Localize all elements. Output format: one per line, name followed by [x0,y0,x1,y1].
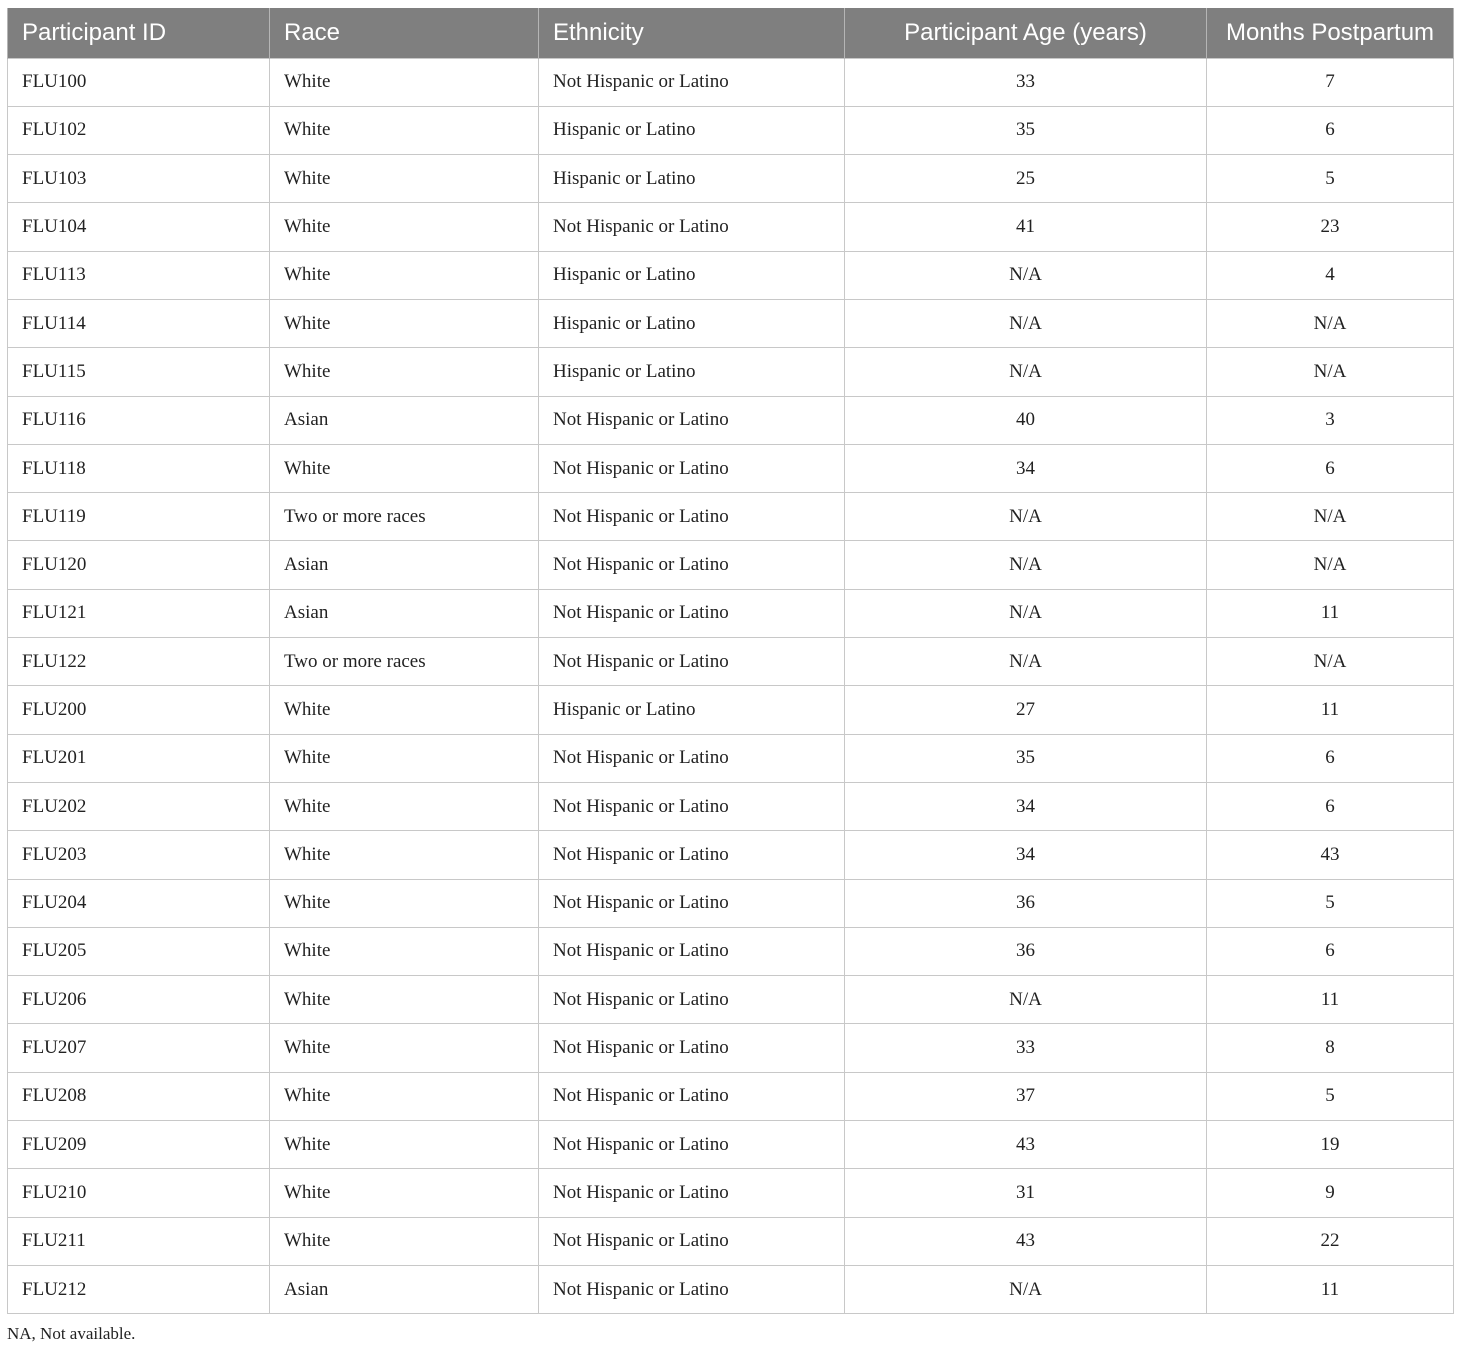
table-row [8,106,1454,154]
cell-race: White [270,203,539,251]
cell-age: 35 [845,734,1207,782]
cell-participant-id: FLU116 [8,396,270,444]
table-row [8,493,1454,541]
table-row [8,686,1454,734]
cell-months-postpartum: N/A [1207,541,1454,589]
header-ethnicity: Ethnicity [539,8,845,58]
cell-participant-id: FLU119 [8,493,270,541]
table-row [8,1072,1454,1120]
cell-ethnicity: Not Hispanic or Latino [539,1217,845,1265]
header-row [8,8,1454,58]
table-row [8,444,1454,492]
cell-participant-id: FLU205 [8,927,270,975]
cell-participant-id: FLU200 [8,686,270,734]
cell-participant-id: FLU122 [8,638,270,686]
cell-participant-id: FLU208 [8,1072,270,1120]
table-row [8,1024,1454,1072]
participant-table-container [7,8,1453,1314]
cell-participant-id: FLU100 [8,58,270,106]
cell-age: 25 [845,155,1207,203]
cell-race: White [270,155,539,203]
table-row [8,1217,1454,1265]
cell-ethnicity: Hispanic or Latino [539,686,845,734]
cell-months-postpartum: N/A [1207,638,1454,686]
cell-participant-id: FLU211 [8,1217,270,1265]
cell-ethnicity: Hispanic or Latino [539,299,845,347]
cell-months-postpartum: N/A [1207,348,1454,396]
cell-age: N/A [845,493,1207,541]
cell-age: N/A [845,299,1207,347]
cell-race: White [270,782,539,830]
cell-age: N/A [845,1265,1207,1313]
header-participant-age: Participant Age (years) [845,8,1207,58]
cell-race: White [270,976,539,1024]
cell-age: N/A [845,976,1207,1024]
header-race: Race [270,8,539,58]
table-row [8,155,1454,203]
cell-ethnicity: Not Hispanic or Latino [539,734,845,782]
cell-ethnicity: Hispanic or Latino [539,251,845,299]
cell-participant-id: FLU120 [8,541,270,589]
cell-participant-id: FLU201 [8,734,270,782]
cell-race: White [270,1217,539,1265]
cell-age: 34 [845,782,1207,830]
cell-age: 37 [845,1072,1207,1120]
participant-table [7,8,1454,1314]
cell-age: 34 [845,444,1207,492]
cell-race: White [270,1024,539,1072]
cell-months-postpartum: 11 [1207,686,1454,734]
cell-race: White [270,1169,539,1217]
cell-months-postpartum: 6 [1207,782,1454,830]
table-row [8,348,1454,396]
table-row [8,589,1454,637]
cell-participant-id: FLU115 [8,348,270,396]
cell-age: 36 [845,927,1207,975]
cell-months-postpartum: N/A [1207,493,1454,541]
table-row [8,1121,1454,1169]
table-row [8,299,1454,347]
cell-months-postpartum: N/A [1207,299,1454,347]
cell-race: White [270,444,539,492]
cell-race: White [270,299,539,347]
table-row [8,1265,1454,1313]
cell-participant-id: FLU113 [8,251,270,299]
table-row [8,976,1454,1024]
cell-age: 36 [845,879,1207,927]
cell-ethnicity: Not Hispanic or Latino [539,1072,845,1120]
cell-ethnicity: Not Hispanic or Latino [539,1024,845,1072]
cell-race: Two or more races [270,493,539,541]
table-row [8,927,1454,975]
cell-ethnicity: Hispanic or Latino [539,155,845,203]
cell-ethnicity: Not Hispanic or Latino [539,396,845,444]
cell-participant-id: FLU210 [8,1169,270,1217]
cell-race: White [270,1072,539,1120]
table-row [8,251,1454,299]
cell-age: 27 [845,686,1207,734]
cell-race: White [270,879,539,927]
cell-months-postpartum: 5 [1207,879,1454,927]
cell-age: 35 [845,106,1207,154]
cell-months-postpartum: 6 [1207,106,1454,154]
cell-participant-id: FLU204 [8,879,270,927]
cell-ethnicity: Not Hispanic or Latino [539,782,845,830]
cell-age: 31 [845,1169,1207,1217]
cell-months-postpartum: 4 [1207,251,1454,299]
table-row [8,638,1454,686]
cell-age: N/A [845,251,1207,299]
cell-ethnicity: Hispanic or Latino [539,348,845,396]
cell-age: 33 [845,1024,1207,1072]
cell-ethnicity: Hispanic or Latino [539,106,845,154]
cell-race: White [270,831,539,879]
cell-age: N/A [845,541,1207,589]
cell-race: White [270,734,539,782]
cell-months-postpartum: 23 [1207,203,1454,251]
cell-age: 43 [845,1121,1207,1169]
cell-age: 43 [845,1217,1207,1265]
cell-participant-id: FLU118 [8,444,270,492]
cell-participant-id: FLU121 [8,589,270,637]
cell-ethnicity: Not Hispanic or Latino [539,831,845,879]
header-months-postpartum: Months Postpartum [1207,8,1454,58]
cell-months-postpartum: 5 [1207,155,1454,203]
cell-race: Asian [270,1265,539,1313]
table-row [8,1169,1454,1217]
cell-ethnicity: Not Hispanic or Latino [539,927,845,975]
cell-ethnicity: Not Hispanic or Latino [539,589,845,637]
cell-race: White [270,927,539,975]
cell-race: White [270,106,539,154]
cell-race: Asian [270,396,539,444]
cell-race: Two or more races [270,638,539,686]
cell-race: Asian [270,541,539,589]
cell-months-postpartum: 43 [1207,831,1454,879]
cell-ethnicity: Not Hispanic or Latino [539,58,845,106]
cell-age: N/A [845,638,1207,686]
table-row [8,879,1454,927]
cell-months-postpartum: 7 [1207,58,1454,106]
cell-ethnicity: Not Hispanic or Latino [539,638,845,686]
cell-age: 41 [845,203,1207,251]
cell-age: N/A [845,348,1207,396]
cell-race: White [270,348,539,396]
cell-months-postpartum: 11 [1207,589,1454,637]
cell-ethnicity: Not Hispanic or Latino [539,1265,845,1313]
cell-age: 34 [845,831,1207,879]
table-footnote: NA, Not available. [7,1324,136,1343]
cell-ethnicity: Not Hispanic or Latino [539,203,845,251]
table-row [8,541,1454,589]
cell-participant-id: FLU203 [8,831,270,879]
cell-months-postpartum: 5 [1207,1072,1454,1120]
cell-race: Asian [270,589,539,637]
cell-ethnicity: Not Hispanic or Latino [539,879,845,927]
cell-participant-id: FLU209 [8,1121,270,1169]
cell-age: N/A [845,589,1207,637]
table-row [8,396,1454,444]
cell-months-postpartum: 6 [1207,444,1454,492]
cell-participant-id: FLU202 [8,782,270,830]
cell-race: White [270,686,539,734]
table-row [8,203,1454,251]
table-header [8,8,1454,58]
cell-months-postpartum: 6 [1207,734,1454,782]
cell-months-postpartum: 22 [1207,1217,1454,1265]
cell-ethnicity: Not Hispanic or Latino [539,1121,845,1169]
cell-participant-id: FLU207 [8,1024,270,1072]
table-row [8,831,1454,879]
cell-months-postpartum: 6 [1207,927,1454,975]
cell-ethnicity: Not Hispanic or Latino [539,444,845,492]
cell-months-postpartum: 3 [1207,396,1454,444]
cell-race: White [270,251,539,299]
table-body [8,58,1454,1314]
cell-participant-id: FLU114 [8,299,270,347]
cell-participant-id: FLU206 [8,976,270,1024]
cell-months-postpartum: 11 [1207,1265,1454,1313]
cell-participant-id: FLU103 [8,155,270,203]
cell-ethnicity: Not Hispanic or Latino [539,976,845,1024]
cell-participant-id: FLU212 [8,1265,270,1313]
cell-age: 33 [845,58,1207,106]
cell-age: 40 [845,396,1207,444]
cell-ethnicity: Not Hispanic or Latino [539,493,845,541]
cell-ethnicity: Not Hispanic or Latino [539,1169,845,1217]
header-participant-id: Participant ID [8,8,270,58]
cell-ethnicity: Not Hispanic or Latino [539,541,845,589]
cell-race: White [270,58,539,106]
cell-participant-id: FLU104 [8,203,270,251]
cell-participant-id: FLU102 [8,106,270,154]
table-row [8,58,1454,106]
table-row [8,734,1454,782]
cell-race: White [270,1121,539,1169]
cell-months-postpartum: 9 [1207,1169,1454,1217]
table-row [8,782,1454,830]
cell-months-postpartum: 19 [1207,1121,1454,1169]
cell-months-postpartum: 11 [1207,976,1454,1024]
cell-months-postpartum: 8 [1207,1024,1454,1072]
